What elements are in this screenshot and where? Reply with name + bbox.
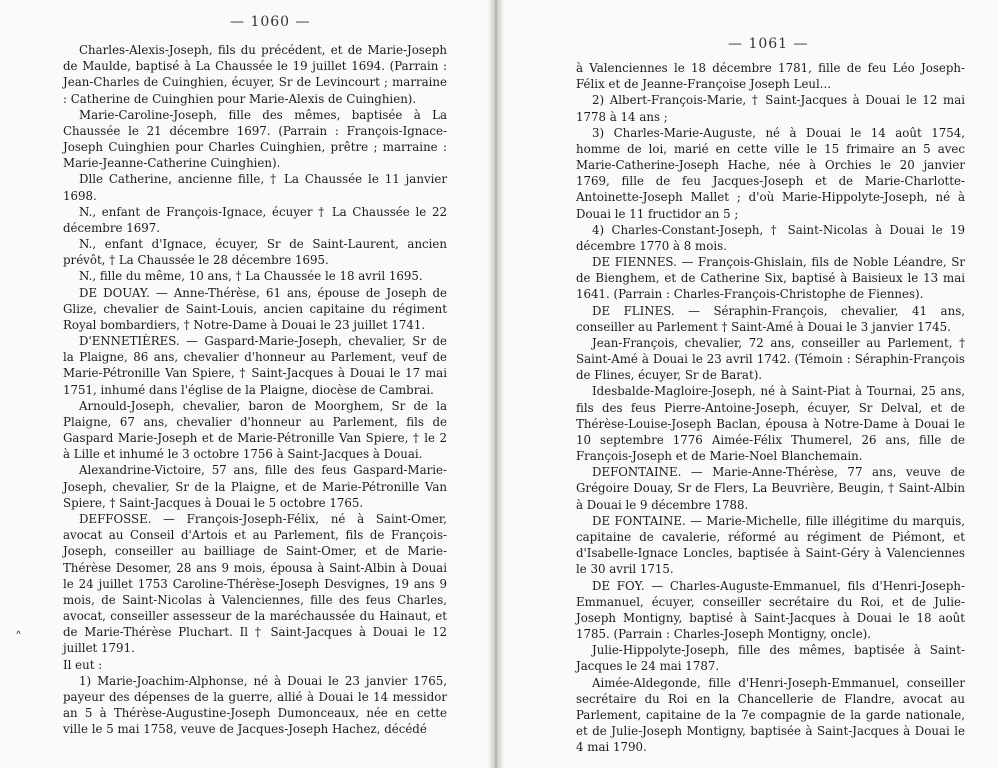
entry-de-flines: DE FLINES. — Séraphin-François, chevalier, 41 ans, conseiller au Parlement † Saint-Amé à Douai le 3 janvier 1745. <box>576 303 965 334</box>
right-page-text <box>576 60 965 755</box>
entry-defontaine: DEFONTAINE. — Marie-Anne-Thérèse, 77 ans, veuve de Grégoire Douay, Sr de Flers, La Beuvrière, Beugin, † Saint-Albin à Douai le 9 décembre 1788. <box>576 465 965 512</box>
page-number-left: — 1060 — <box>230 14 311 30</box>
entry-charles-alexis-joseph: Charles-Alexis-Joseph, fils du précédent, et de Marie-Joseph de Maulde, baptisé à La Chaussée le 19 juillet 1694. (Parrain : Jean-Charles de Cuinghien, écuyer, Sr de Levincourt ; marraine : Catherine de Cuinghien pour Marie-Alexis de Cuinghien). <box>63 43 447 106</box>
entry-charles-constant-joseph: 4) Charles-Constant-Joseph, † Saint-Nicolas à Douai le 19 décembre 1770 à 8 mois. <box>576 222 965 253</box>
entry-idesbalde-magloire-joseph: Idesbalde-Magloire-Joseph, né à Saint-Piat à Tournai, 25 ans, fils des feus Pierre-Antoine-Joseph, écuyer, Sr Delval, et de Thérèse-Louise-Joseph Baclan, épousa à Notre-Dame à Douai le 10 septembre 1776 Aimée-Félix Thumerel, 26 ans, fille de François-Joseph et de Marie-Noel Blanchemain. <box>576 384 965 464</box>
entry-albert-francois-marie: 2) Albert-François-Marie, † Saint-Jacques à Douai le 12 mai 1778 à 14 ans ; <box>576 93 965 124</box>
entry-de-foy: DE FOY. — Charles-Auguste-Emmanuel, fils d'Henri-Joseph-Emmanuel, écuyer, conseiller secrétaire du Roi, et de Julie-Joseph Montigny, baptisé à Saint-Jacques à Douai le 18 août 1785. (Parrain : Charles-Joseph Montigny, oncle). <box>576 578 965 642</box>
entry-il-eut: Il eut : <box>63 657 103 672</box>
entry-de-fontaine: DE FONTAINE. — Marie-Michelle, fille illégitime du marquis, capitaine de cavalerie, réformé au régiment de Piémont, et d'Isabelle-Ignace Loncles, baptisée à Saint-Géry à Valenciennes le 30 avril 1715. <box>576 513 965 577</box>
entry-fille-du-meme: N., fille du même, 10 ans, † La Chaussée le 18 avril 1695. <box>79 269 423 284</box>
entry-arnould-joseph: Arnould-Joseph, chevalier, baron de Moorghem, Sr de la Plaigne, 67 ans, chevalier d'honneur au Parlement, fils de Gaspard Marie-Joseph et de Marie-Pétronille Van Spiere, † le 2 à Lille et inhumé le 3 octobre 1756 à Saint-Jacques à Douai. <box>63 398 447 462</box>
entry-jean-francois: Jean-François, chevalier, 72 ans, conseiller au Parlement, † Saint-Amé à Douai le 23 avril 1742. (Témoin : Séraphin-François de Flines, écuyer, Sr de Barat). <box>576 335 965 383</box>
entry-alexandrine-victoire: Alexandrine-Victoire, 57 ans, fille des feus Gaspard-Marie-Joseph, chevalier, Sr de la Plaigne, et de Marie-Pétronille Van Spiere, † Saint-Jacques à Douai le 5 octobre 1765. <box>63 463 447 510</box>
entry-dlle-catherine: Dlle Catherine, ancienne fille, † La Chaussée le 11 janvier 1698. <box>63 172 447 203</box>
entry-enfant-ignace: N., enfant d'Ignace, écuyer, Sr de Saint-Laurent, ancien prévôt, † La Chaussée le 28 décembre 1695. <box>63 237 447 268</box>
page-number-right: — 1061 — <box>728 36 809 52</box>
entry-marie-caroline-joseph: Marie-Caroline-Joseph, fille des mêmes, baptisée à La Chaussée le 21 décembre 1697. (Parrain : François-Ignace-Joseph Cuinghien pour Charles Cuinghien, prêtre ; marraine : Marie-Jeanne-Catherine Cuinghien). <box>63 107 447 171</box>
entry-marie-joachim-alphonse: 1) Marie-Joachim-Alphonse, né à Douai le 23 janvier 1765, payeur des dépenses de la guerre, allié à Douai le 14 messidor an 5 à Thérèse-Augustine-Joseph Dumonceaux, née en cette ville le 5 mai 1758, veuve de Jacques-Joseph Hachez, décédé <box>63 673 447 737</box>
right-page <box>500 0 997 768</box>
margin-mark: ˄ <box>15 630 22 646</box>
left-page-text <box>63 42 447 737</box>
entry-continuation: à Valenciennes le 18 décembre 1781, fille de feu Léo Joseph-Félix et de Jeanne-Françoise Joseph Leul... <box>576 61 965 92</box>
entry-d-ennetieres: D'ENNETIÈRES. — Gaspard-Marie-Joseph, chevalier, Sr de la Plaigne, 86 ans, chevalier d'honneur au Parlement, veuf de Marie-Pétronille Van Spiere, † Saint-Jacques à Douai le 17 mai 1751, inhumé dans l'église de la Plaigne, diocèse de Cambrai. <box>63 334 447 397</box>
entry-charles-marie-auguste: 3) Charles-Marie-Auguste, né à Douai le 14 août 1754, homme de loi, marié en cette ville le 15 frimaire an 5 avec Marie-Catherine-Joseph Hache, née à Orchies le 20 janvier 1769, fille de feu Jacques-Joseph et de Marie-Charlotte-Antoinette-Joseph Mallet ; d'où Marie-Hippolyte-Joseph, né à Douai le 11 fructidor an 5 ; <box>576 125 965 221</box>
left-page <box>0 0 496 768</box>
entry-de-douay: DE DOUAY. — Anne-Thérèse, 61 ans, épouse de Joseph de Glize, chevalier de Saint-Louis, ancien capitaine du régiment Royal bombardiers, † Notre-Dame à Douai le 23 juillet 1741. <box>63 285 447 332</box>
entry-aimee-aldegonde: Aimée-Aldegonde, fille d'Henri-Joseph-Emmanuel, conseiller secrétaire du Roi en la Chancellerie de Flandre, avocat au Parlement, capitaine de la 7e compagnie de la garde nationale, et de Julie-Joseph Montigny, baptisée à Saint-Jacques à Douai le 4 mai 1790. <box>576 675 965 755</box>
entry-julie-hippolyte-joseph: Julie-Hippolyte-Joseph, fille des mêmes, baptisée à Saint-Jacques le 24 mai 1787. <box>576 643 965 674</box>
entry-enfant-francois-ignace: N., enfant de François-Ignace, écuyer † La Chaussée le 22 décembre 1697. <box>63 204 447 235</box>
entry-de-fiennes: DE FIENNES. — François-Ghislain, fils de Noble Léandre, Sr de Bienghem, et de Catherine Six, baptisé à Baisieux le 13 mai 1641. (Parrain : Charles-François-Christophe de Fiennes). <box>576 255 965 302</box>
entry-deffosse: DEFFOSSE. — François-Joseph-Félix, né à Saint-Omer, avocat au Conseil d'Artois et au Parlement, fils de François-Joseph, conseiller au bailliage de Saint-Omer, et de Marie-Thérèse Desomer, 28 ans 9 mois, épousa à Saint-Albin à Douai le 24 juillet 1753 Caroline-Thérèse-Joseph Desvignes, 19 ans 9 mois, de Saint-Nicolas à Valenciennes, fille des feus Charles, avocat, conseiller assesseur de la maréchaussée du Hainaut, et de Marie-Thérèse Pluchart. Il † Saint-Jacques à Douai le 12 juillet 1791. <box>63 511 447 656</box>
